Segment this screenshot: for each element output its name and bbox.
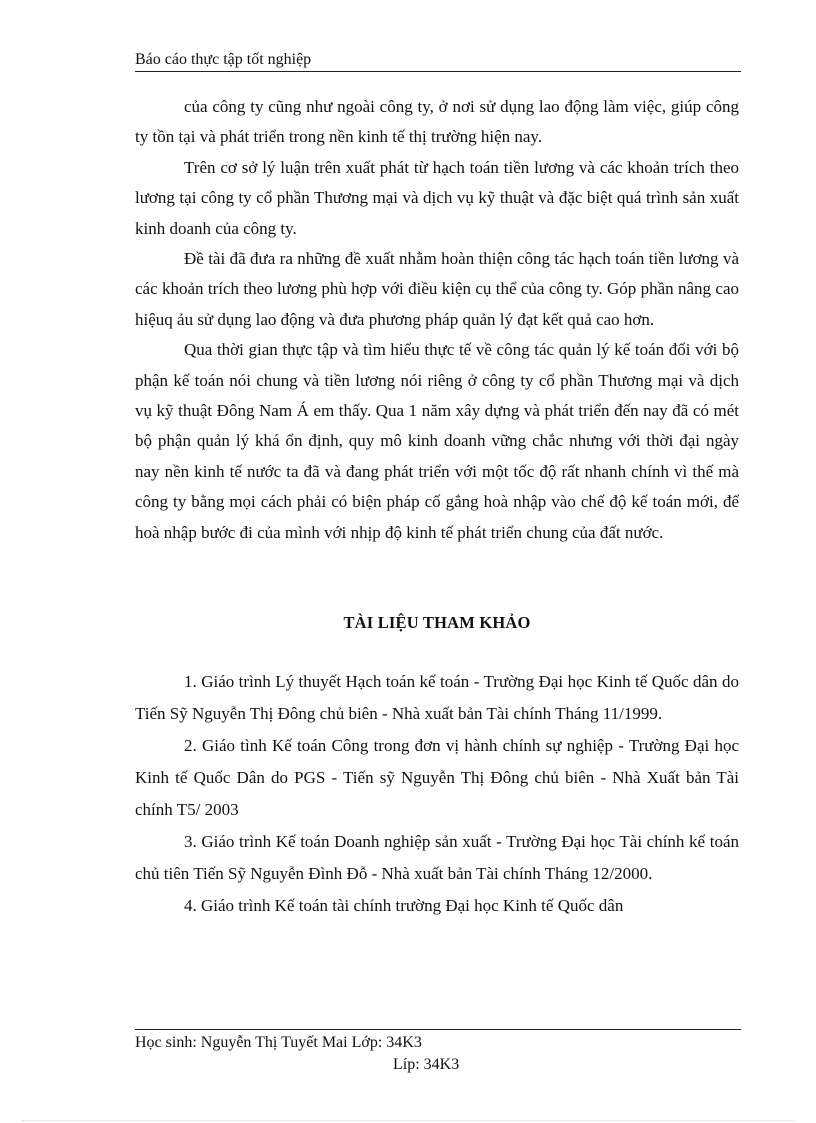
page-header-title: Báo cáo thực tập tốt nghiệp	[135, 51, 312, 68]
references-heading: TÀI LIỆU THAM KHẢO	[343, 613, 531, 632]
reference-item: 2. Giáo tình Kế toán Công trong đơn vị hành chính sự nghiệp - Trường Đại học Kinh tế Quốc Dân do PGS - Tiến sỹ Nguyễn Thị Đông chủ biên - Nhà Xuất bản Tài chính T5/ 2003	[135, 736, 739, 819]
body-text	[135, 92, 739, 548]
page-edge-divider	[22, 1120, 794, 1121]
body-paragraph: Trên cơ sở lý luận trên xuất phát từ hạch toán tiền lương và các khoản trích theo lương tại công ty cổ phần Thương mại và dịch vụ kỹ thuật và đặc biệt quá trình sản xuất kinh doanh của công ty.	[135, 157, 739, 238]
footer-divider	[135, 1029, 741, 1030]
header-divider	[135, 71, 741, 72]
body-paragraph: Đề tài đã đưa ra những đề xuất nhằm hoàn thiện công tác hạch toán tiền lương và các khoản trích theo lương phù hợp với điều kiện cụ thể của công ty. Góp phần nâng cao hiệuq ảu sử dụng lao động và đưa phương pháp quản lý đạt kết quả cao hơn.	[135, 249, 739, 329]
references-list	[135, 666, 739, 922]
body-paragraph: Qua thời gian thực tập và tìm hiểu thực tế về công tác quản lý kế toán đối với bộ phận kế toán nói chung và tiền lương nói riêng ở công ty cổ phần Thương mại và dịch vụ kỹ thuật Đông Nam Á em thấy. Qua 1 năm xây dựng và phát triển đến nay đã có mét bộ phận quản lý khá ổn định, quy mô kinh doanh vững chắc nhưng với thời đại ngày nay nền kinh tế nước ta đã và đang phát triển với một tốc độ rất nhanh chính vì thế mà công ty bằng mọi cách phải có biện pháp cố gắng hoà nhập vào chế độ kế toán mới, để hoà nhập bước đi của mình với nhịp độ kinh tế phát triển chung của đất nước.	[135, 340, 739, 542]
reference-item: 3. Giáo trình Kế toán Doanh nghiệp sản xuất - Trường Đại học Tài chính kế toán chủ tiên Tiến Sỹ Nguyễn Đình Đỗ - Nhà xuất bản Tài chính Tháng 12/2000.	[135, 832, 739, 883]
reference-item: 4. Giáo trình Kế toán tài chính trường Đại học Kinh tế Quốc dân	[184, 896, 624, 915]
body-paragraph: của công ty cũng như ngoài công ty, ở nơi sử dụng lao động làm việc, giúp công ty tồn tại và phát triển trong nền kinh tế thị trường hiện nay.	[135, 97, 739, 147]
footer-student-info: Học sinh: Nguyễn Thị Tuyết Mai Lớp: 34K3	[135, 1034, 422, 1051]
footer-class-info: Líp: 34K3	[393, 1056, 460, 1073]
reference-item: 1. Giáo trình Lý thuyết Hạch toán kế toán - Trường Đại học Kinh tế Quốc dân do Tiến Sỹ Nguyễn Thị Đông chủ biên - Nhà xuất bản Tài chính Tháng 11/1999.	[135, 672, 739, 723]
